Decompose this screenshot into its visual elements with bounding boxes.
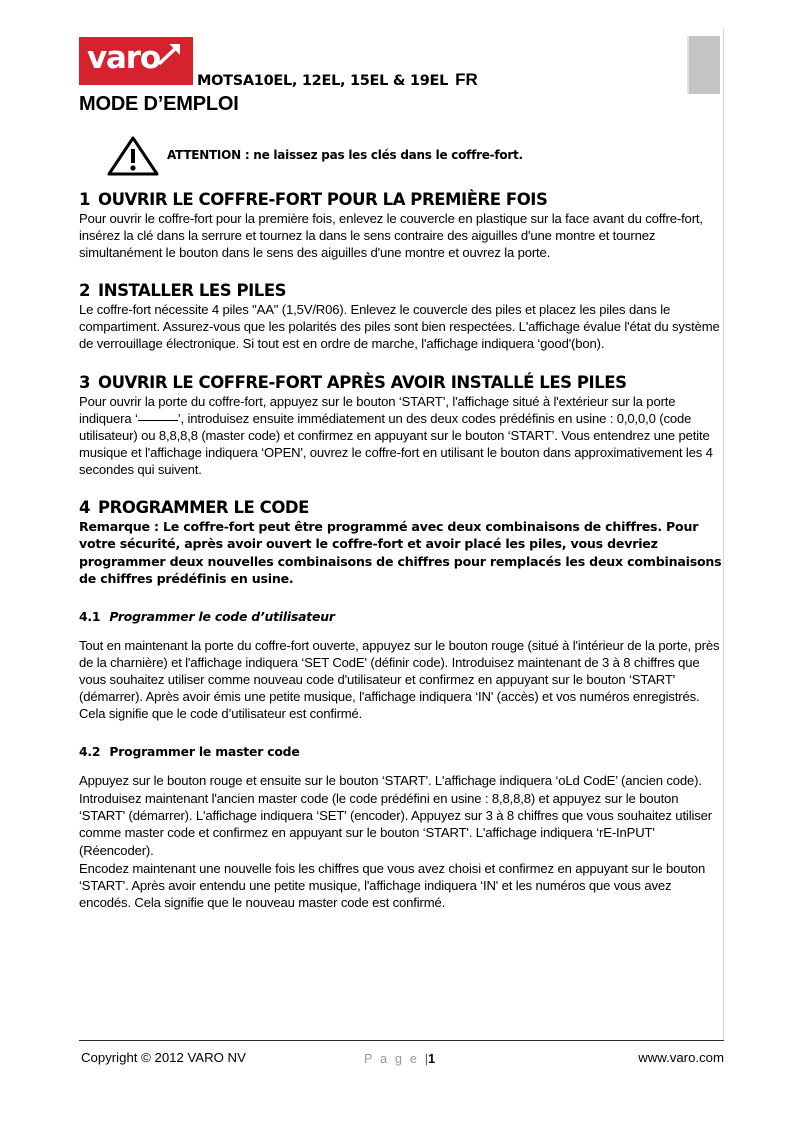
footer-page-indicator xyxy=(364,1051,435,1066)
subsection-4-2 xyxy=(79,744,724,911)
document-body xyxy=(79,190,724,911)
varo-logo xyxy=(79,37,193,85)
subsection-4-1-title: Programmer le code d’utilisateur xyxy=(109,608,335,624)
warning-triangle-icon xyxy=(107,136,159,176)
section-1-body: Pour ouvrir le coffre-fort pour la première fois, enlevez le couvercle en plastique sur la face avant du coffre-fort, insérez la clé dans la serrure et tournez la dans le sens contraire des aiguilles d'une montre et tournez simultanément le bouton dans le sens des aiguilles d'une montre et ouvrez la porte. xyxy=(79,211,703,261)
subsection-4-1-number: 4.1 xyxy=(79,608,101,624)
subsection-4-1-body: Tout en maintenant la porte du coffre-fort ouverte, appuyez sur le bouton rouge (situé à l'intérieur de la porte, près de la charnière) et l'affichage indiquera ‘SET CodE' (définir code). Introduisez maintenant de 3 à 8 chiffres que vous souhaitez utiliser comme nouveau code d'utilisateur et confirmez en appuyant sur le bouton ‘START' (démarrer). Après avoir émis une petite musique, l'affichage indiquera ‘IN' (accès) et vos numéros enregistrés. Cela signifie que le code d’utilisateur est confirmé. xyxy=(79,637,720,722)
section-4-number: 4 xyxy=(79,498,91,518)
language-code: FR xyxy=(455,70,478,89)
model-codes: MOTSA10EL, 12EL, 15EL & 19EL xyxy=(197,73,449,89)
section-3-number: 3 xyxy=(79,372,91,392)
subsection-4-1-heading xyxy=(79,609,724,624)
section-3-title: OUVRIR LE COFFRE-FORT APRÈS AVOIR INSTALLÉ LES PILES xyxy=(98,372,627,392)
section-1 xyxy=(79,190,724,261)
subsection-4-1 xyxy=(79,609,724,722)
mars-arrow-icon xyxy=(157,44,183,66)
subsection-4-2-heading xyxy=(79,744,724,759)
footer-page-number: 1 xyxy=(428,1052,436,1066)
section-2-heading xyxy=(79,281,724,300)
subsection-4-2-number: 4.2 xyxy=(79,744,101,760)
document-footer xyxy=(79,1050,724,1072)
section-3-body-part1: Pour ouvrir la porte du coffre-fort, appuyez sur le bouton ‘START’, l'affichage situé à l'extérieur sur la porte indiquera ‘ xyxy=(79,393,676,426)
section-2-number: 2 xyxy=(79,281,91,301)
footer-page-separator: | xyxy=(424,1052,429,1066)
section-2-body: Le coffre-fort nécessite 4 piles "AA" (1,5V/R06). Enlevez le couvercle des piles et placez les piles dans le compartiment. Assurez-vous que les polarités des piles sont bien respectées. L'affichage évalue l'état du système de verrouillage électronique. Si tout est en ordre de marche, l'affichage indiquera ‘good'(bon). xyxy=(79,302,720,352)
section-3-body xyxy=(79,393,724,478)
code-blank-field xyxy=(138,420,178,421)
section-4 xyxy=(79,498,724,588)
section-3-heading xyxy=(79,373,724,392)
section-3 xyxy=(79,373,724,478)
attention-text: ATTENTION : ne laissez pas les clés dans le coffre-fort. xyxy=(167,148,523,162)
model-title-line xyxy=(197,70,478,90)
footer-page-word: P a g e xyxy=(364,1052,425,1066)
section-1-number: 1 xyxy=(79,190,91,209)
varo-logo-text: varo xyxy=(87,40,160,76)
subsection-4-2-body-p2: Introduisez maintenant l'ancien master code (le code prédéfini en usine : 8,8,8,8) et appuyez sur le bouton ‘START' (démarrer). L'affichage indiquera ‘SET' (encoder). Appuyez sur 3 à 8 chiffres que vous souhaitez utiliser comme master code et confirmez en appuyant sur le bouton ‘START'. L'affichage indiquera ‘rE-InPUT' (Réencoder). xyxy=(79,791,712,858)
document-header xyxy=(79,32,724,128)
header-corner-block xyxy=(687,36,720,94)
subsection-4-2-body-p3: Encodez maintenant une nouvelle fois les chiffres que vous avez choisi et confirmez en appuyant sur le bouton ‘START'. Après avoir entendu une petite musique, l'affichage indiquera ‘IN' et les numéros que vous avez encodés. Cela signifie que le nouveau master code est confirmé. xyxy=(79,860,706,910)
section-4-title: PROGRAMMER LE CODE xyxy=(98,498,309,518)
attention-notice xyxy=(107,136,707,172)
footer-divider xyxy=(79,1040,724,1041)
section-3-body-part2: ’, introduisez ensuite immédiatement un des deux codes prédéfinis en usine : 0,0,0,0 (code utilisateur) ou 8,8,8,8 (master code) et confirmez en appuyant sur le bouton ‘START’. Vous entendrez une petite musique et l'affichage indiquera ‘OPEN', ouvrez le coffre-fort en utilisant le bouton dans approximativement les 4 secondes qui suivent. xyxy=(79,410,713,477)
section-4-heading xyxy=(79,498,724,517)
section-2 xyxy=(79,281,724,352)
page-title: MODE D’EMPLOI xyxy=(79,93,239,115)
section-4-body: Remarque : Le coffre-fort peut être programmé avec deux combinaisons de chiffres. Pour votre sécurité, après avoir ouvert le coffre-fort et avoir placé les piles, vous devriez programmer deux nouvelles combinaisons de chiffres pour remplacés les deux combinaisons de chiffres prédéfinis en usine. xyxy=(79,519,722,587)
section-1-heading xyxy=(79,190,724,209)
footer-website: www.varo.com xyxy=(638,1050,724,1065)
subsection-4-2-title: Programmer le master code xyxy=(109,744,300,760)
subsection-4-2-body-p1: Appuyez sur le bouton rouge et ensuite sur le bouton ‘START'. L'affichage indiquera ‘oLd CodE’ (ancien code). xyxy=(79,773,702,789)
footer-copyright: Copyright © 2012 VARO NV xyxy=(81,1050,246,1065)
section-2-title: INSTALLER LES PILES xyxy=(98,281,287,301)
section-1-title: OUVRIR LE COFFRE-FORT POUR LA PREMIÈRE FOIS xyxy=(98,190,548,209)
